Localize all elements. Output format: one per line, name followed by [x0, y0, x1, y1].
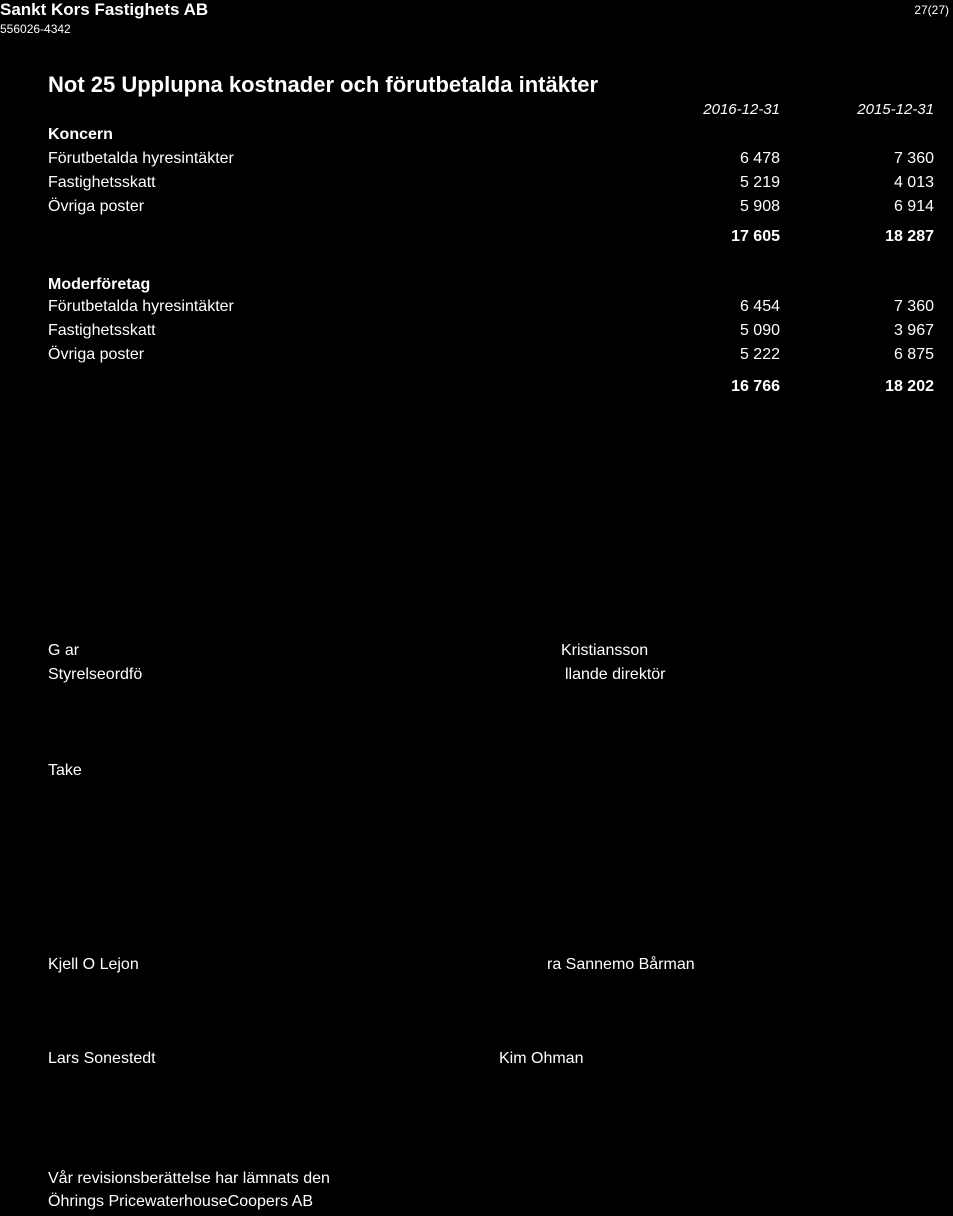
row-label: Fastighetsskatt: [48, 174, 156, 191]
signature-board-member: ra Sannemo Bårman: [547, 956, 695, 973]
row-value-2015: 4 013: [893, 174, 934, 191]
row-value-2015: 6 875: [893, 346, 934, 363]
row-value-2015: 7 360: [893, 150, 934, 167]
signature-board-member: Lars Sonestedt: [48, 1050, 156, 1067]
row-value-2015: 6 914: [893, 198, 934, 215]
row-value-2016: 5 090: [739, 322, 780, 339]
signature-place: Take: [48, 762, 82, 779]
signature-board-member: Kjell O Lejon: [48, 956, 139, 973]
column-header-2016: 2016-12-31: [703, 101, 780, 118]
section-heading-koncern: Koncern: [48, 126, 113, 143]
audit-report-note: Vår revisionsberättelse har lämnats den: [48, 1170, 330, 1187]
auditor-firm: Öhrings PricewaterhouseCoopers AB: [48, 1193, 314, 1210]
row-value-2016: 6 478: [739, 150, 780, 167]
total-value-2016: 16 766: [731, 378, 780, 395]
note-title: Not 25 Upplupna kostnader och förutbetalda intäkter: [48, 72, 599, 97]
signature-ceo-title: llande direktör: [565, 666, 666, 683]
row-value-2015: 3 967: [893, 322, 934, 339]
total-value-2015: 18 202: [885, 378, 934, 395]
row-value-2016: 5 908: [739, 198, 780, 215]
total-value-2015: 18 287: [885, 228, 934, 245]
row-label: Övriga poster: [48, 198, 145, 215]
row-label: Förutbetalda hyresintäkter: [48, 298, 234, 315]
row-label: Fastighetsskatt: [48, 322, 156, 339]
row-value-2016: 5 222: [739, 346, 780, 363]
signature-board-member: Kim Ohman: [499, 1050, 584, 1067]
row-value-2016: 5 219: [739, 174, 780, 191]
row-value-2015: 7 360: [893, 298, 934, 315]
org-number: 556026-4342: [0, 22, 71, 36]
signature-chair-title: Styrelseordfö: [48, 666, 143, 683]
signature-chair-name: G ar: [48, 642, 80, 659]
signature-ceo-name: Kristiansson: [561, 642, 649, 659]
row-label: Övriga poster: [48, 346, 145, 363]
row-value-2016: 6 454: [739, 298, 780, 315]
section-heading-moderforetag: Moderföretag: [48, 276, 151, 293]
company-name: Sankt Kors Fastighets AB: [0, 0, 209, 19]
page-number: 27(27): [914, 3, 949, 17]
row-label: Förutbetalda hyresintäkter: [48, 150, 234, 167]
total-value-2016: 17 605: [731, 228, 780, 245]
column-header-2015: 2015-12-31: [857, 101, 934, 118]
